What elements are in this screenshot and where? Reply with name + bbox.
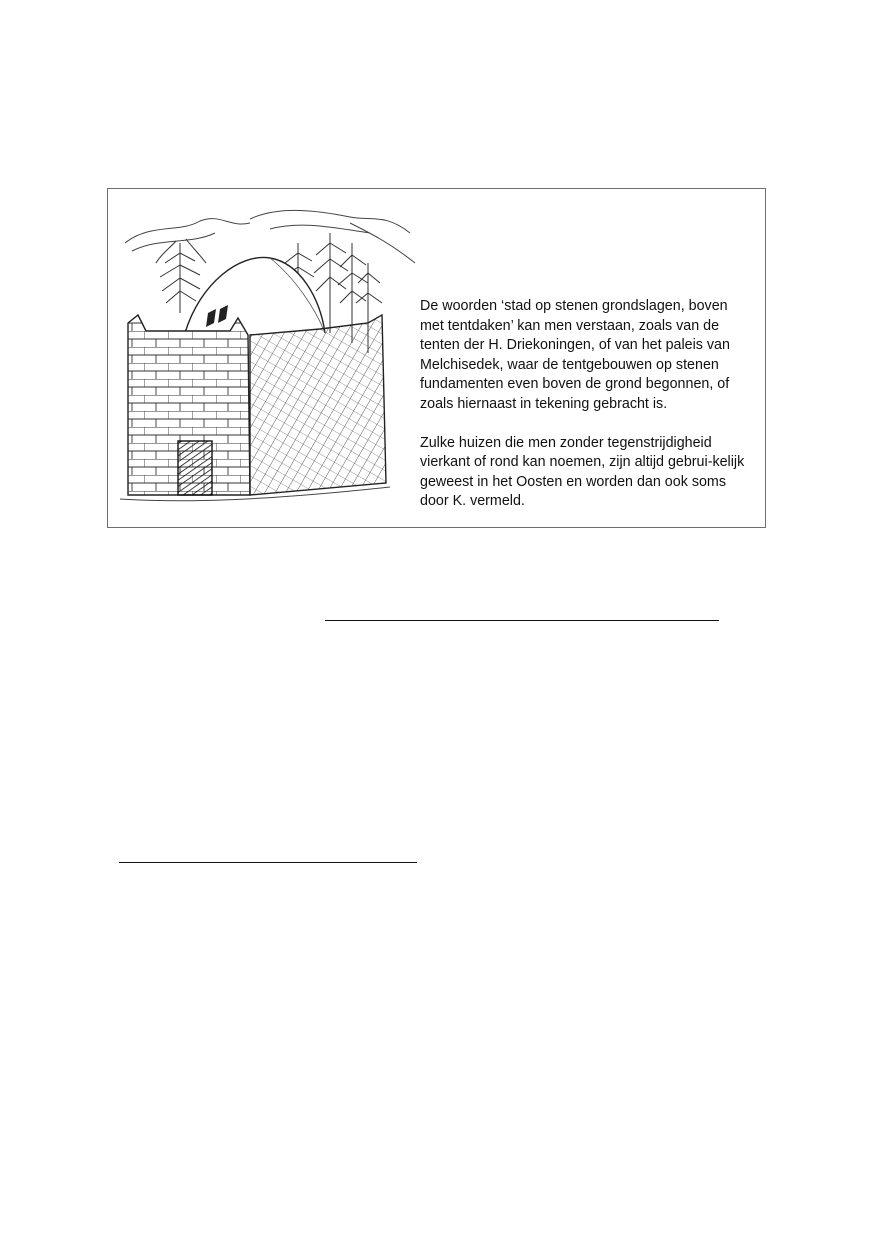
caption-paragraph: Zulke huizen die men zonder tegenstrijdigheid vierkant of rond kan noemen, zijn altijd gebrui-kelijk geweest in het Oosten en worden dan ook soms door K. vermeld. bbox=[420, 434, 745, 510]
doorway bbox=[178, 441, 212, 495]
figure-caption bbox=[420, 297, 750, 512]
figure-box bbox=[107, 188, 766, 528]
hatched-wall bbox=[250, 315, 386, 495]
footnote-rule bbox=[119, 862, 417, 863]
horizontal-rule bbox=[325, 620, 719, 621]
caption-paragraph: De woorden ‘stad op stenen grondslagen, boven met tentdaken’ kan men verstaan, zoals van de tenten der H. Driekoningen, of van het paleis van Melchisedek, waar de tentgebouwen op stenen fundamenten even boven de grond begonnen, of zoals hiernaast in tekening gebracht is. bbox=[420, 298, 730, 412]
house-sketch-illustration bbox=[120, 203, 420, 513]
sky-scribbles bbox=[125, 210, 415, 263]
